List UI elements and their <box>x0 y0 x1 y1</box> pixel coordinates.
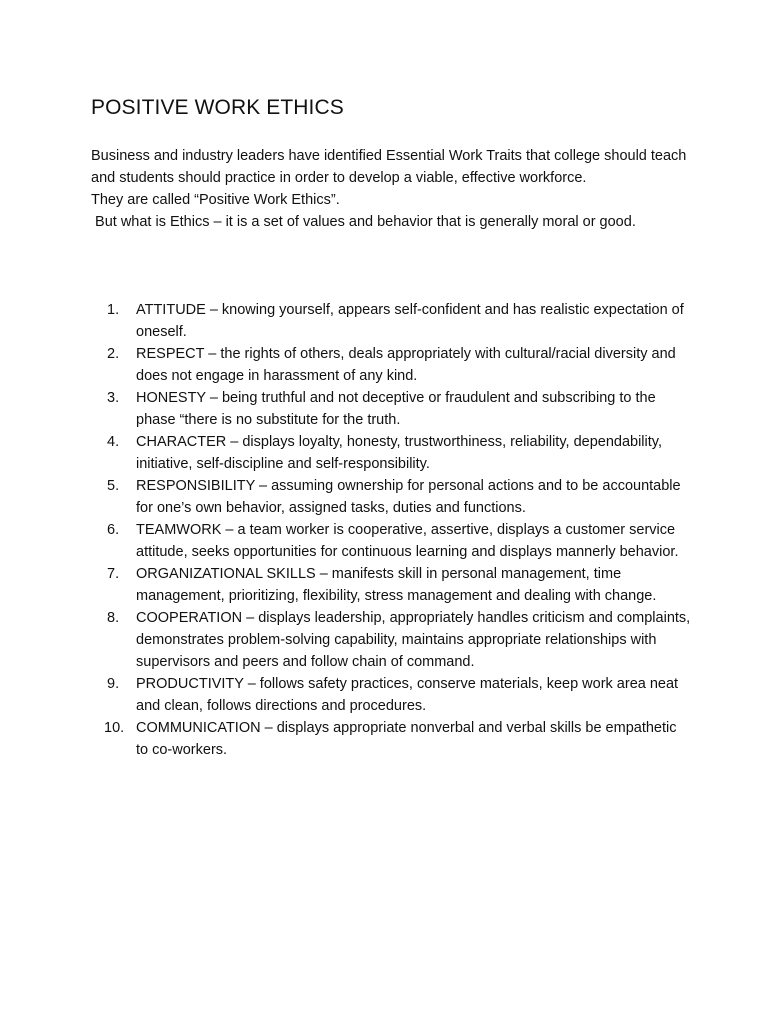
list-item-number: 2. <box>107 346 120 362</box>
list-item-text: CHARACTER – displays loyalty, honesty, trustworthiness, reliability, dependability, initiative, self-discipline and self-responsibility. <box>136 434 662 472</box>
list-item-number: 3. <box>107 390 120 406</box>
intro-section <box>91 145 691 233</box>
list-item <box>91 299 691 343</box>
list-item <box>91 343 691 387</box>
list-item <box>91 431 691 475</box>
list-item <box>91 387 691 431</box>
list-item-text: ORGANIZATIONAL SKILLS – manifests skill in personal management, time management, prioritizing, flexibility, stress management and dealing with change. <box>136 566 657 604</box>
list-item-number: 1. <box>107 302 120 318</box>
list-item <box>91 607 691 673</box>
list-item <box>91 673 691 717</box>
work-traits-list <box>91 299 691 761</box>
list-item-text: COMMUNICATION – displays appropriate nonverbal and verbal skills be empathetic to co-workers. <box>136 720 677 758</box>
list-item-text: HONESTY – being truthful and not deceptive or fraudulent and subscribing to the phase “there is no substitute for the truth. <box>136 390 656 428</box>
list-item-number: 9. <box>107 676 120 692</box>
list-item <box>91 519 691 563</box>
list-item-number: 4. <box>107 434 120 450</box>
list-item-text: ATTITUDE – knowing yourself, appears self-confident and has realistic expectation of oneself. <box>136 302 684 340</box>
list-item-number: 6. <box>107 522 120 538</box>
list-item <box>91 475 691 519</box>
list-item-number: 5. <box>107 478 120 494</box>
list-item-text: TEAMWORK – a team worker is cooperative, assertive, displays a customer service attitude, seeks opportunities for continuous learning and displays mannerly behavior. <box>136 522 679 560</box>
list-item-text: COOPERATION – displays leadership, appropriately handles criticism and complaints, demonstrates problem-solving capability, maintains appropriate relationships with supervisors and peers and follow chain of command. <box>136 610 691 670</box>
list-item-number: 10. <box>104 720 125 736</box>
list-item <box>91 563 691 607</box>
list-item <box>91 717 691 761</box>
list-item-text: RESPECT – the rights of others, deals appropriately with cultural/racial diversity and does not engage in harassment of any kind. <box>136 346 676 384</box>
intro-paragraph: But what is Ethics – it is a set of values and behavior that is generally moral or good. <box>91 214 636 230</box>
intro-paragraph: They are called “Positive Work Ethics”. <box>91 192 340 208</box>
list-item-number: 7. <box>107 566 120 582</box>
list-item-text: PRODUCTIVITY – follows safety practices, conserve materials, keep work area neat and clean, follows directions and procedures. <box>136 676 679 714</box>
document-title: POSITIVE WORK ETHICS <box>91 96 344 119</box>
list-item-text: RESPONSIBILITY – assuming ownership for personal actions and to be accountable for one’s own behavior, assigned tasks, duties and functions. <box>136 478 681 516</box>
list-item-number: 8. <box>107 610 120 626</box>
intro-paragraph: Business and industry leaders have identified Essential Work Traits that college should teach and students should practice in order to develop a viable, effective workforce. <box>91 148 687 186</box>
